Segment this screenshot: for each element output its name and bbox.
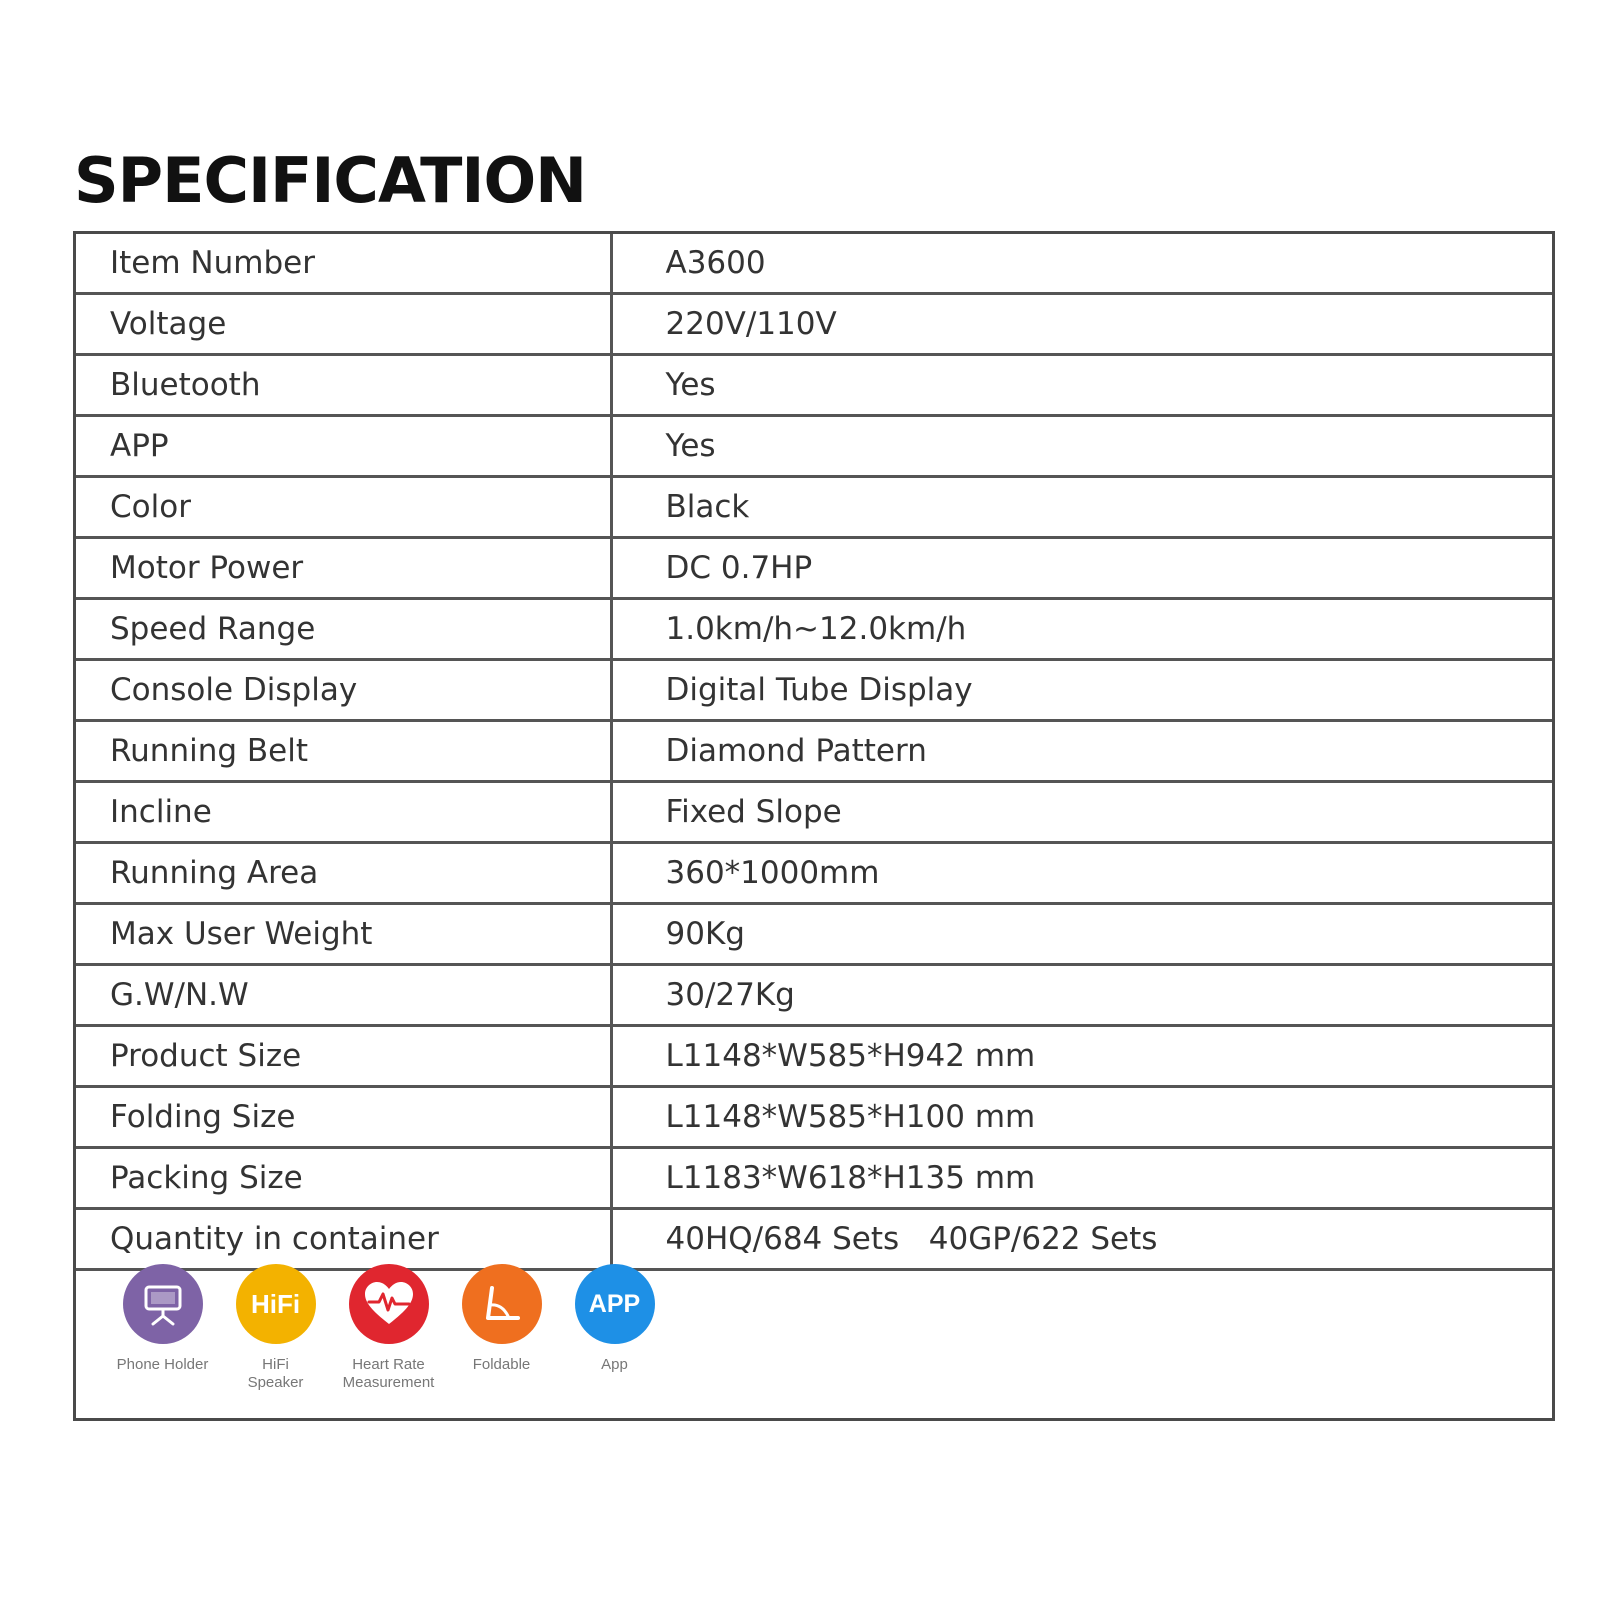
spec-value: L1148*W585*H100 mm [611, 1087, 1552, 1148]
feature-label: App [601, 1356, 628, 1373]
spec-value: Diamond Pattern [611, 721, 1552, 782]
spec-label: Product Size [76, 1026, 611, 1087]
feature-label: Phone Holder [116, 1356, 209, 1373]
spec-value: A3600 [611, 234, 1552, 294]
spec-label: Packing Size [76, 1148, 611, 1209]
table-row [76, 599, 1552, 660]
table-row [76, 294, 1552, 355]
feature-app [558, 1264, 671, 1404]
table-row [76, 538, 1552, 599]
table-row [76, 1026, 1552, 1087]
table-row [76, 355, 1552, 416]
spec-value: 90Kg [611, 904, 1552, 965]
feature-phone-holder [106, 1264, 219, 1404]
spec-value: L1183*W618*H135 mm [611, 1148, 1552, 1209]
spec-value: 360*1000mm [611, 843, 1552, 904]
spec-label: Max User Weight [76, 904, 611, 965]
spec-label: Bluetooth [76, 355, 611, 416]
feature-foldable [445, 1264, 558, 1404]
spec-label: Incline [76, 782, 611, 843]
table-row [76, 1209, 1552, 1270]
page-title: SPECIFICATION [74, 144, 587, 217]
spec-value: Digital Tube Display [611, 660, 1552, 721]
spec-label: Voltage [76, 294, 611, 355]
spec-value: DC 0.7HP [611, 538, 1552, 599]
spec-label: Motor Power [76, 538, 611, 599]
spec-value: L1148*W585*H942 mm [611, 1026, 1552, 1087]
table-row [76, 477, 1552, 538]
table-row [76, 416, 1552, 477]
spec-label: G.W/N.W [76, 965, 611, 1026]
spec-label: Console Display [76, 660, 611, 721]
feature-label: HiFi Speaker [247, 1356, 304, 1391]
spec-value: 220V/110V [611, 294, 1552, 355]
spec-table [76, 234, 1552, 1271]
spec-value: Fixed Slope [611, 782, 1552, 843]
table-row [76, 234, 1552, 294]
heart-rate-icon [349, 1264, 429, 1344]
phone-holder-icon [123, 1264, 203, 1344]
spec-value: 30/27Kg [611, 965, 1552, 1026]
feature-hifi-speaker [219, 1264, 332, 1404]
table-row [76, 721, 1552, 782]
app-icon [575, 1264, 655, 1344]
spec-label: Color [76, 477, 611, 538]
foldable-icon [462, 1264, 542, 1344]
hifi-speaker-icon [236, 1264, 316, 1344]
app-icon-text: APP [588, 1289, 641, 1318]
feature-icons [106, 1264, 671, 1404]
spec-label: Running Belt [76, 721, 611, 782]
table-row [76, 843, 1552, 904]
spec-value: 40HQ/684 Sets 40GP/622 Sets [611, 1209, 1552, 1270]
spec-label: Running Area [76, 843, 611, 904]
spec-label: Item Number [76, 234, 611, 294]
feature-heart-rate [332, 1264, 445, 1404]
feature-label: Heart Rate Measurement [342, 1356, 435, 1391]
spec-label: Quantity in container [76, 1209, 611, 1270]
spec-value: Yes [611, 355, 1552, 416]
specification-box [73, 231, 1555, 1421]
table-row [76, 1148, 1552, 1209]
spec-value: Black [611, 477, 1552, 538]
feature-label: Foldable [472, 1356, 531, 1373]
hifi-icon-text: HiFi [250, 1288, 301, 1319]
spec-label: APP [76, 416, 611, 477]
spec-label: Folding Size [76, 1087, 611, 1148]
table-row [76, 904, 1552, 965]
table-row [76, 965, 1552, 1026]
table-row [76, 1087, 1552, 1148]
spec-value: Yes [611, 416, 1552, 477]
spec-label: Speed Range [76, 599, 611, 660]
table-row [76, 660, 1552, 721]
spec-value: 1.0km/h~12.0km/h [611, 599, 1552, 660]
table-row [76, 782, 1552, 843]
